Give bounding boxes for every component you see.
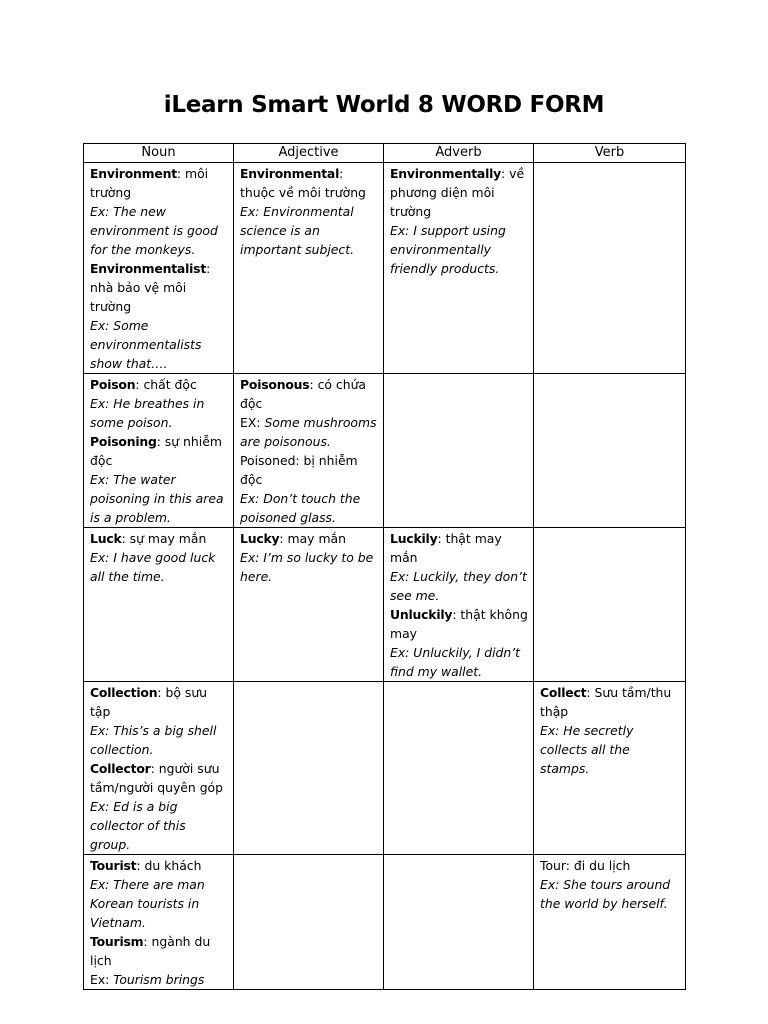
table-row: [84, 682, 686, 855]
noun-cell: [84, 682, 234, 855]
headword: Environmental: [240, 166, 340, 181]
meaning: : ngành du lịch: [90, 934, 211, 968]
adjective-cell: [234, 163, 384, 374]
meaning: : bộ sưu tập: [90, 685, 208, 719]
meaning: : về phương diện môi trường: [390, 166, 525, 219]
headword: Tourism: [90, 934, 144, 949]
headword: Unluckily: [390, 607, 453, 622]
meaning: : sự nhiễm độc: [90, 434, 222, 468]
meaning: : du khách: [136, 858, 202, 873]
adverb-cell: [384, 855, 534, 990]
example: Ex: Some environmentalists show that….: [90, 318, 202, 371]
headword: Lucky: [240, 531, 280, 546]
headword: Poisoning: [90, 434, 157, 449]
example: Ex: Unluckily, I didn’t find my wallet.: [390, 645, 521, 679]
adjective-cell: [234, 855, 384, 990]
plain-entry: Tour: đi du lịch: [540, 858, 631, 873]
example: Ex: Luckily, they don’t see me.: [390, 569, 527, 603]
table-row: [84, 855, 686, 990]
example: Tourism brings: [113, 972, 205, 987]
meaning: : môi trường: [90, 166, 209, 200]
verb-cell: [534, 374, 686, 528]
example: Ex: He secretly collects all the stamps.: [540, 723, 634, 776]
example: Ex: Ed is a big collector of this group.: [90, 799, 186, 852]
example-prefix: Ex:: [90, 972, 114, 987]
example: Ex: He breathes in some poison.: [90, 396, 205, 430]
table-row: [84, 528, 686, 682]
adjective-cell: [234, 374, 384, 528]
table-row: [84, 163, 686, 374]
adverb-cell: [384, 682, 534, 855]
headword: Poison: [90, 377, 136, 392]
verb-cell: [534, 163, 686, 374]
meaning: : nhà bảo vệ môi trường: [90, 261, 211, 314]
noun-cell: [84, 374, 234, 528]
headword: Poisonous: [240, 377, 310, 392]
headword: Tourist: [90, 858, 137, 873]
example-line: [90, 970, 229, 989]
example: Ex: I support using environmentally friendly products.: [390, 223, 506, 276]
header-adjective: Adjective: [234, 144, 384, 163]
example: Ex: She tours around the world by herself.: [540, 877, 671, 911]
headword: Environmentalist: [90, 261, 207, 276]
example: Ex: This’s a big shell collection.: [90, 723, 217, 757]
adjective-cell: [234, 528, 384, 682]
example: Ex: The water poisoning in this area is a problem.: [90, 472, 224, 525]
headword: Collection: [90, 685, 158, 700]
word-form-table: [83, 143, 686, 990]
example: Ex: Environmental science is an important subject.: [240, 204, 355, 257]
verb-cell: [534, 528, 686, 682]
headword: Luckily: [390, 531, 438, 546]
meaning: : thuộc về môi trường: [240, 166, 366, 200]
noun-cell: [84, 163, 234, 374]
noun-cell: [84, 528, 234, 682]
document-title: iLearn Smart World 8 WORD FORM: [163, 92, 605, 118]
headword: Collect: [540, 685, 587, 700]
header-adverb: Adverb: [384, 144, 534, 163]
example-line: [240, 413, 379, 451]
verb-cell: [534, 855, 686, 990]
verb-cell: [534, 682, 686, 855]
example: Ex: There are man Korean tourists in Vietnam.: [90, 877, 205, 930]
example: Ex: I’m so lucky to be here.: [240, 550, 374, 584]
example-prefix: EX:: [240, 415, 265, 430]
table-header-row: [84, 144, 686, 163]
headword: Environmentally: [390, 166, 502, 181]
meaning: : Sưu tầm/thu thập: [540, 685, 672, 719]
headword: Environment: [90, 166, 177, 181]
noun-cell: [84, 855, 234, 990]
example: Ex: The new environment is good for the monkeys.: [90, 204, 218, 257]
adverb-cell: [384, 163, 534, 374]
headword: Luck: [90, 531, 122, 546]
header-noun: Noun: [84, 144, 234, 163]
meaning: : chất độc: [135, 377, 197, 392]
meaning: : thật không may: [390, 607, 528, 641]
adverb-cell: [384, 374, 534, 528]
adverb-cell: [384, 528, 534, 682]
meaning: : người sưu tầm/người quyên góp: [90, 761, 224, 795]
meaning: : may mắn: [279, 531, 346, 546]
meaning: : thật may mắn: [390, 531, 502, 565]
example: Some mushrooms are poisonous.: [240, 415, 377, 449]
table-row: [84, 374, 686, 528]
plain-entry: Poisoned: bị nhiễm độc: [240, 453, 358, 487]
example: Ex: Don’t touch the poisoned glass.: [240, 491, 361, 525]
headword: Collector: [90, 761, 151, 776]
header-verb: Verb: [534, 144, 686, 163]
meaning: : sự may mắn: [121, 531, 207, 546]
adjective-cell: [234, 682, 384, 855]
example: Ex: I have good luck all the time.: [90, 550, 216, 584]
meaning: : có chứa độc: [240, 377, 367, 411]
